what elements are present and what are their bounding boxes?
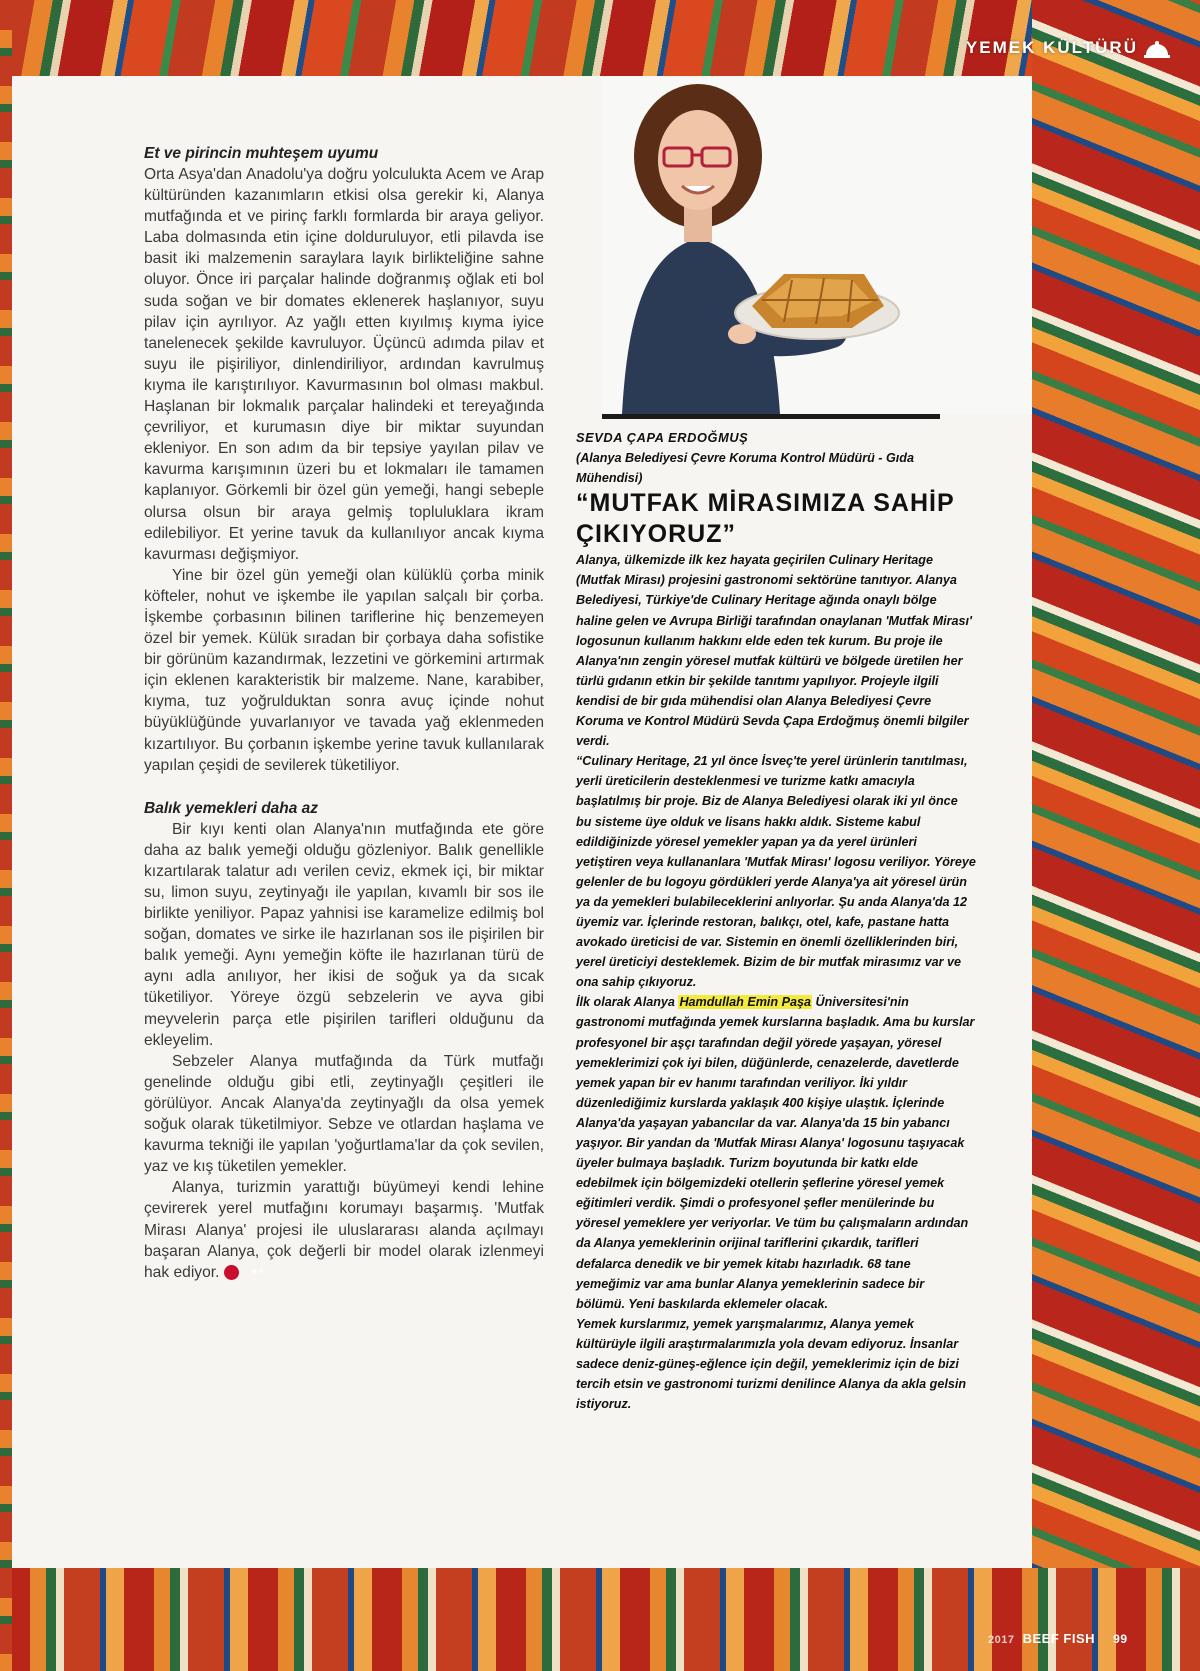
article-paragraph: Alanya, turizmin yarattığı büyümeyi kendi lehine çevirerek yerel mutfağını korumayı başarmış. 'Mutfak Mirası Alanya' projesi ile uluslararası alanda açılmayı başaran Alanya, çok değerli bir model olarak izlenmeyi hak ediyor. B·F xyxy=(144,1179,544,1281)
article-left-column xyxy=(144,143,544,1283)
end-mark-icon: B·F xyxy=(224,1265,239,1280)
interview-title: “MUTFAK MİRASIMIZA SAHİP ÇIKIYORUZ” xyxy=(576,489,955,549)
interview-paragraph: “Culinary Heritage, 21 yıl önce İsveç'te yerel ürünlerin tanıtılması, yerli üreticilerin desteklenmesi ve turizme katkı amacıyla başlatılmış bir proje. Biz de Alanya Belediyesi olarak iki yıl önce bu sisteme üye olduk ve lisans hakkı aldık. Sisteme kabul edildiğinizde yöresel yemekler yapan ya da yerel ürünleri yetiştiren veya kullananlara 'Mutfak Mirası' logosu veriliyor. Yöreye gelenler de bu logoyu gördükleri yerde Alanya'ya ait yöresel ürün ya da yemekleri bulabileceklerini anlıyorlar. Şu anda Alanya'da 12 üyemiz var. İçlerinde restoran, balıkçı, otel, kafe, pastane hatta avokado üreticisi de var. Sistemin en önemli özelliklerinden biri, yerel üreticiyi desteklemek. Bizim de bir mutfak mirasımız var ve ona sahip çıkıyoruz. xyxy=(576,754,976,990)
interview-column xyxy=(576,428,976,1414)
page-number: 99 xyxy=(1113,1632,1128,1646)
interviewee-photo xyxy=(602,78,1032,414)
highlighted-name: Hamdullah Emin Paşa xyxy=(679,995,812,1010)
footer-magazine: BEEF FISH xyxy=(1022,1631,1096,1646)
page-footer xyxy=(988,1631,1128,1646)
interview-paragraph: Alanya, ülkemizde ilk kez hayata geçirilen Culinary Heritage (Mutfak Mirası) projesini gastronomi sektörüne tanıtıyor. Alanya Belediyesi, Türkiye'de Culinary Heritage ağında onaylı bölge haline gelen ve Avrupa Birliği tarafından onaylanan 'Mutfak Mirası' logosunun kullanım hakkını elde eden tek kurum. Bu proje ile Alanya'nın zengin yöresel mutfak kültürü ve bölgede üretilen her türlü gıdanın etkin bir şekilde tanıtımı yapılıyor. Projeyle ilgili kendisi de bir gıda mühendisi olan Alanya Belediyesi Çevre Koruma ve Kontrol Müdürü Sevda Çapa Erdoğmuş önemli bilgiler verdi. xyxy=(576,553,973,749)
footer-issue: 2017 xyxy=(988,1634,1015,1646)
interview-paragraph: İlk olarak Alanya Hamdullah Emin Paşa Üniversitesi'nin gastronomi mutfağında yemek kurslarına başladık. Ama bu kurslar profesyonel bir aşçı tarafından değil yörede yaşayan, yöresel yemeklerimizi çok iyi bilen, düğünlerde, cenazelerde, davetlerde yemek yapan bir ev hanımı tarafından veriliyor. İki yıldır düzenlediğimiz kurslarda yaklaşık 400 kişiye ulaştık. İçlerinde Alanya'da yaşayan yabancılar da var. Alanya'da 15 bin yabancı yaşıyor. Bir yandan da 'Mutfak Mirası Alanya' logosunu taşıyacak üyeler bulmaya başladık. Turizm boyutunda bir katkı elde edebilmek için bölgemizdeki otellerin şeflerine yöresel yemek eğitimleri verdik. Şimdi o profesyonel şefler menülerinde bu yöresel yemeklere yer veriyorlar. Ve tüm bu çalışmaların ardından da Alanya yemeklerinin orijinal tariflerini çıkardık, tarifleri defalarca denedik ve bir yemek kitabı hazırladık. 68 tane yemeğimiz var ama bunlar Alanya yemeklerinin sadece bir bölümü. Yeni baskılarda eklemeler olacak. xyxy=(576,995,975,1311)
kilim-border-bottom xyxy=(0,1568,1200,1671)
article-paragraph: Bir kıyı kenti olan Alanya'nın mutfağında ete göre daha az balık yemeği olduğu gözleniyor. Balık genellikle kızartılarak talatur adı verilen ceviz, ekmek içi, bir miktar su, limon suyu, zeytinyağı ile yapılan, kıvamlı bir sos ile birlikte yeniliyor. Papaz yahnisi ise karamelize edilmiş bol soğan, domates ve sirke ile hazırlanan sos ile pişirilen bir balık yemeği. Aynı yemeğin köfte ile hazırlanan türü de aynı adla anılıyor, her ikisi de soğuk ya da sıcak tüketiliyor. Yöreye özgü sebzelerin ve ayva gibi meyvelerin parça etle pişirilen tarifleri olduğunu da ekleyelim. xyxy=(144,820,544,1049)
interview-paragraph: Yemek kurslarımız, yemek yarışmalarımız, Alanya yemek kültürüyle ilgili araştırmalarımızla yola devam ediyoruz. İnsanlar sadece deniz-güneş-eğlence için değil, yemeklerimiz için de bizi tercih etsin ve gastronomi turizmi denilince Alanya da akla gelsin istiyoruz. xyxy=(576,1316,967,1412)
cloche-icon xyxy=(1144,40,1170,58)
interviewee-role: (Alanya Belediyesi Çevre Koruma Kontrol Müdürü - Gıda Mühendisi) xyxy=(576,451,914,486)
photo-divider xyxy=(602,414,940,419)
article-paragraph: Sebzeler Alanya mutfağında da Türk mutfağı genelinde olduğu gibi etli, zeytinyağlı çeşitleri ile görülüyor. Ancak Alanya'da zeytinyağlı da olsa yemek soğuk olarak tüketilmiyor. Sebze ve otlardan haşlama ve kavurma tekniği ile yapılan 'yoğurtlama'lar da çok sevilen, yaz ve kış tüketilen yemekler. xyxy=(144,1052,544,1176)
article-paragraph: Orta Asya'dan Anadolu'ya doğru yolculukta Acem ve Arap kültüründen kazanımların etkisi olsa gerekir ki, Alanya mutfağında et ve pirinç farklı formlarda bir araya geliyor. Laba dolmasında etin içine dolduruluyor, etli pilavda ise basit iki malzemenin saraylara layık birlikteliğine sahne oluyor. Önce iri parçalar halinde doğranmış oğlak eti bol suda soğan ve bir domates eklenerek haşlanıyor, suyu pilav için ayrılıyor. Az yağlı etten kıyılmış kıyma iyice tanelenecek şekilde kavruluyor. Üçüncü adımda pilav et suyu ile pişiriliyor, dinlendiriliyor, ardından kavrulmuş kıyma ile karıştırılıyor. Kavurmasının bol olması makbul. Haşlanan bir lokmalık parçalar halindeki et tereyağında çevriliyor, et kurumasın diye bir miktar suyundan ekleniyor. En son adım da bir tepsiye yayılan pilav ve kavurma karışımının üzeri bu et lokmaları ile tamamen kaplanıyor. Görkemli bir özel gün yemeği, hangi sebeple olursa olsun bir araya gelmiş topluluklara ikram edilebiliyor. Et yerine tavuk da kullanılıyor ancak kıyma kavurması değişmiyor. xyxy=(144,166,544,563)
kilim-border-right xyxy=(1032,0,1200,1671)
article-paragraph: Yine bir özel gün yemeği olan külüklü çorba minik köfteler, nohut ve işkembe ile yapılan salçalı bir çorba. İşkembe çorbasının bilinen tariflerine hiç benzemeyen özel bir yemek. Külük sıradan bir çorbaya daha sofistike bir görünüm kazandırmak, lezzetini ve görkemini artırmak için eklenen karakteristik bir malzeme. Nane, karabiber, kıyma, tuz yoğrulduktan sonra avuç içinde nohut büyüklüğünde yuvarlanıyor ve tavada yağ eklenmeden kızartılıyor. Bu çorbanın işkembe yerine tavuk kullanılarak yapılan çeşidi de sevilerek tüketiliyor. xyxy=(144,566,544,774)
subheading-meat-rice: Et ve pirincin muhteşem uyumu xyxy=(144,145,379,162)
subheading-fish: Balık yemekleri daha az xyxy=(144,799,319,817)
section-tag: YEMEK KÜLTÜRÜ xyxy=(965,38,1138,57)
kilim-border-left xyxy=(0,0,12,1671)
interviewee-name: SEVDA ÇAPA ERDOĞMUŞ xyxy=(576,430,749,445)
